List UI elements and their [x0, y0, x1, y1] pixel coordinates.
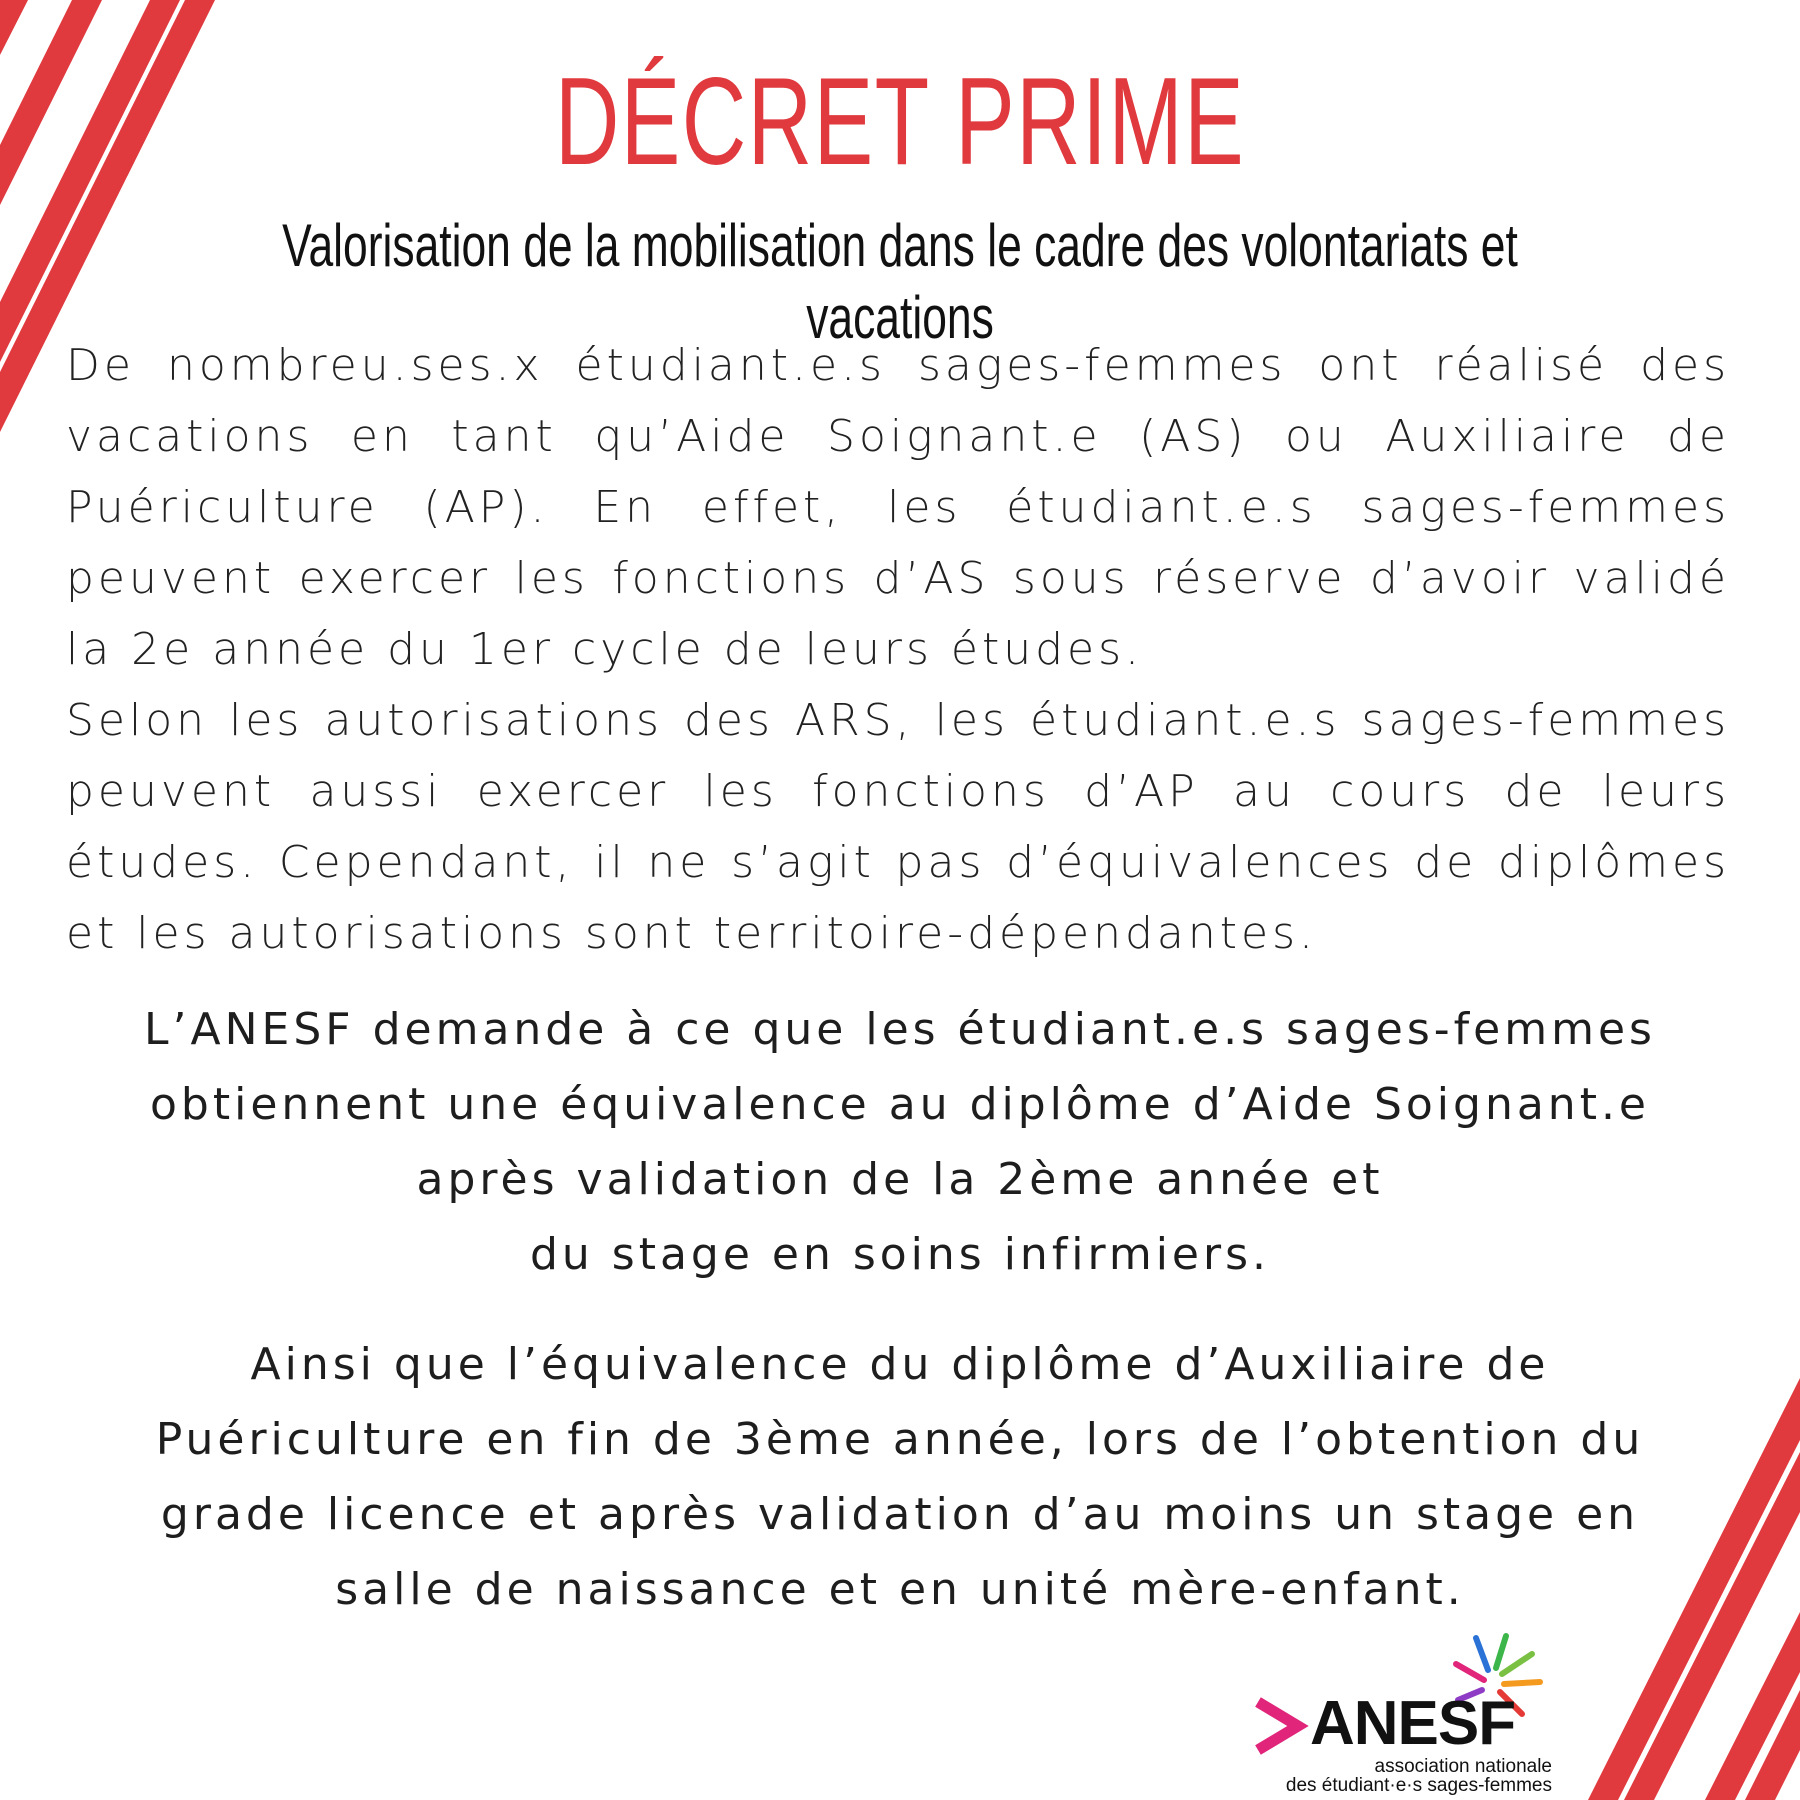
anesf-logo: [1250, 1630, 1560, 1795]
intro-paragraph-2: Selon les autorisations des ARS, les étudiant.e.s sages-femmes peuvent aussi exercer les fonctions d’AP au cours de leurs études. Cependant, il ne s’agit pas d’équivalences de diplômes et les autorisations sont territoire-dépendantes.: [66, 695, 1730, 959]
demand-line: du stage en soins infirmiers.: [529, 1229, 1271, 1280]
demand-2-line: salle de naissance et en unité mère-enfant.: [335, 1564, 1465, 1615]
demand-line: obtiennent une équivalence au diplôme d’Aide Soignant.e: [150, 1079, 1650, 1130]
logo-name: ANESF: [1310, 1689, 1516, 1758]
intro-paragraph-1: De nombreu.ses.x étudiant.e.s sages-femmes ont réalisé des vacations en tant qu’Aide Soignant.e (AS) ou Auxiliaire de Puériculture (AP). En effet, les étudiant.e.s sages-femmes peuvent exercer les fonctions d’AS sous réserve d’avoir validé la 2e année du 1er cycle de leurs études.: [66, 340, 1730, 675]
demand-line: après validation de la 2ème année et: [416, 1154, 1384, 1205]
demand-2-line: Ainsi que l’équivalence du diplôme d’Auxiliaire de: [250, 1339, 1550, 1390]
page-subtitle: Valorisation de la mobilisation dans le cadre des volontariats et vacations: [282, 212, 1518, 351]
burst-ray-orange: [1504, 1682, 1540, 1684]
logo-tagline-2: des étudiant·e·s sages-femmes: [1285, 1775, 1552, 1796]
burst-ray-pink: [1456, 1664, 1484, 1680]
logo-tagline-1: association nationale: [1374, 1756, 1552, 1777]
logo-chevron-icon: [1258, 1702, 1298, 1750]
burst-ray-green: [1496, 1636, 1506, 1668]
stripe-top-left-1: [0, 0, 28, 55]
demand-block: [80, 992, 1720, 1292]
burst-ray-green-2: [1502, 1654, 1532, 1674]
intro-text: [66, 330, 1730, 969]
demand-2-line: grade licence et après validation d’au moins un stage en: [160, 1489, 1640, 1540]
stripe-top-left-3: [0, 0, 180, 362]
burst-ray-blue: [1476, 1638, 1488, 1670]
demand-2-line: Puériculture en fin de 3ème année, lors de l’obtention du: [155, 1414, 1645, 1465]
demand-block-2: [80, 1327, 1720, 1627]
page-title: DÉCRET PRIME: [554, 53, 1246, 191]
demand-line: L’ANESF demande à ce que les étudiant.e.s sages-femmes: [144, 1004, 1656, 1055]
